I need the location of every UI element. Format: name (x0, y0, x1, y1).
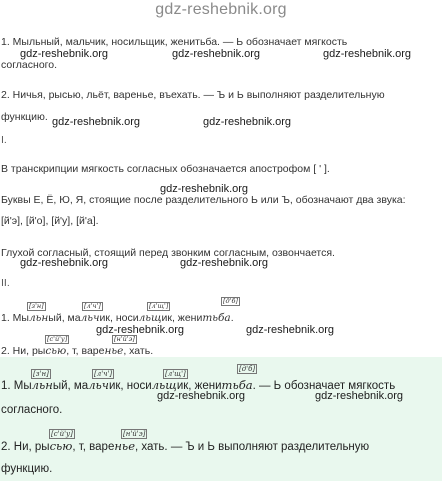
transcription-box: [л'щ'] (165, 370, 186, 378)
transcription-box: [н'й'э] (123, 430, 146, 438)
watermark: gdz-reshebnik.org (323, 48, 412, 60)
answer-highlight-block (0, 357, 442, 481)
highlighted-letters: нье (114, 439, 136, 453)
text-fragment: 2. Ни, ры (1, 345, 46, 357)
paragraph-1-line-2: согласного. (1, 59, 58, 71)
text-fragment: , хать. — Ъ и Ь выполняют разделительную (135, 441, 370, 453)
paragraph-2-line-2: функцию. (1, 111, 48, 123)
text-fragment: ик, жени (161, 312, 203, 324)
watermark: gdz-reshebnik.org (96, 324, 185, 336)
transcription-box: [з'н] (29, 302, 44, 310)
paragraph-2-line-1: 2. Ничья, рысью, льёт, варенье, въехать. — Ъ и Ь выполняют разделительную (1, 89, 385, 101)
watermark: gdz-reshebnik.org (52, 116, 141, 128)
highlighted-letters: льч (80, 312, 100, 324)
highlighted-letters: льч (88, 378, 109, 392)
paragraph-1-line-1: 1. Мыльный, мальчик, носильщик, женитьба. — Ь обозначает мягкость (1, 36, 348, 48)
example-4-line-2: функцию. (1, 463, 53, 475)
highlighted-letters: тьба (202, 312, 231, 324)
transcription-box: [л'ч'] (84, 302, 101, 310)
watermark: gdz-reshebnik.org (20, 257, 109, 269)
text-fragment: . — Ь обозначает мягкость (252, 380, 396, 392)
section-numeral-2: II. (1, 277, 10, 289)
transcription-box: [с'й'у] (47, 335, 68, 343)
text-fragment: , т, варе (72, 441, 115, 453)
rule-3: Глухой согласный, стоящий перед звонким согласным, озвончается. (1, 247, 335, 259)
text-fragment: ый, ма (48, 312, 81, 324)
highlighted-letters: льщ (138, 312, 162, 324)
text-fragment: 1. Мы (1, 380, 32, 392)
watermark: gdz-reshebnik.org (172, 48, 261, 60)
highlighted-letters: сью (45, 345, 67, 357)
text-fragment: , т, варе (66, 345, 105, 357)
highlighted-letters: льн (28, 312, 49, 324)
watermark: gdz-reshebnik.org (20, 48, 109, 60)
watermark: gdz-reshebnik.org (180, 257, 269, 269)
transcription-box: [д'б] (239, 365, 256, 373)
transcription-box: [с'й'у] (51, 430, 73, 438)
highlighted-letters: сью (49, 439, 73, 453)
text-fragment: 2. Ни, ры (1, 441, 50, 453)
text-fragment: ик, носи (99, 312, 139, 324)
transcription-box: [л'щ'] (149, 302, 169, 310)
rule-2-line-1: Буквы Е, Ё, Ю, Я, стоящие после разделительного Ь или Ъ, обозначают два звука: (1, 194, 406, 206)
rule-1: В транскрипции мягкость согласных обозначается апострофом [ ' ]. (1, 163, 330, 175)
highlighted-letters: льн (31, 378, 53, 392)
watermark: gdz-reshebnik.org (315, 390, 404, 402)
text-fragment: ик, жени (176, 380, 222, 392)
transcription-box: [н'й'э] (114, 335, 135, 343)
text-fragment: ый, ма (52, 380, 89, 392)
text-fragment: ик, носи (108, 380, 152, 392)
text-fragment: 1. Мы (1, 312, 29, 324)
watermark-title: gdz-reshebnik.org (155, 1, 287, 18)
watermark: gdz-reshebnik.org (160, 183, 249, 195)
rule-2-line-2: [й'э], [й'о], [й'у], [й'а]. (1, 215, 99, 227)
text-fragment: , хать. (123, 345, 154, 357)
transcription-box: [л'ч'] (94, 370, 113, 378)
highlighted-letters: тьба (221, 378, 253, 392)
transcription-box: [д'б] (223, 297, 238, 305)
section-numeral-1: I. (1, 134, 7, 146)
example-4-line-1 (1, 439, 369, 454)
watermark: gdz-reshebnik.org (246, 324, 335, 336)
highlighted-letters: льщ (151, 378, 177, 392)
text-fragment: . (230, 312, 234, 324)
highlighted-letters: нье (104, 345, 124, 357)
example-3-line-2: согласного. (1, 404, 63, 416)
transcription-box: [з'н] (33, 370, 49, 378)
watermark: gdz-reshebnik.org (157, 390, 246, 402)
watermark: gdz-reshebnik.org (203, 116, 292, 128)
